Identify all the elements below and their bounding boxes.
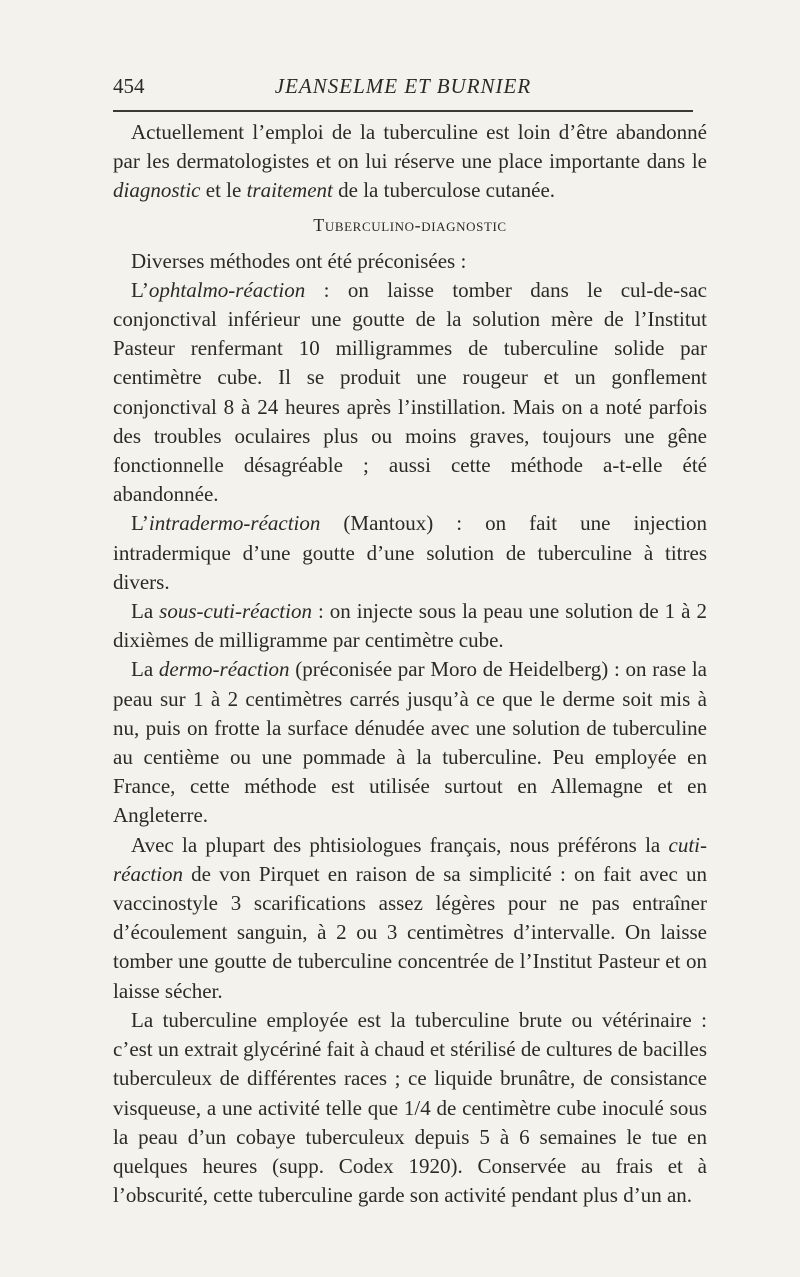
paragraph-text: La tuberculine employée est la tuberculine brute ou vétérinaire : c’est un extrait glycériné fait à chaud et stérilisé de cultures de bacilles tuberculeux de différentes races ; ce liquide brunâtre, de consistance visqueuse, a une activité telle que 1/4 de centimètre cube inoculé sous la peau d’un cobaye tuberculeux depuis 5 à 6 semaines le tue en quelques heures (supp. Codex 1920). Conservée au frais et à l’obscurité, cette tuberculine garde son activité pendant plus d’un an.	[113, 1007, 707, 1208]
italic-term: sous-cuti-réaction	[159, 599, 312, 624]
paragraph-text: La	[131, 657, 159, 682]
paragraph	[113, 509, 707, 597]
paragraph	[113, 831, 707, 1006]
paragraph-text: et le	[200, 178, 247, 203]
paragraph-text: de la tuberculose cutanée.	[332, 178, 556, 203]
running-title: JEANSELME ET BURNIER	[274, 74, 532, 98]
paragraph-text: Avec la plupart des phtisiologues français, nous préférons la	[131, 832, 669, 857]
paragraph-text: La	[131, 599, 160, 624]
paragraph-text: L’	[131, 277, 149, 302]
paragraph	[113, 118, 707, 206]
paragraph-text: (préconisée par Moro de Heidelberg) : on rase la peau sur 1 à 2 centimètres carrés jusqu’à ce que le derme soit mis à nu, puis on frotte la surface dénudée avec une solution de tuberculine au centième ou une pommade à la tuberculine. Peu employée en France, cette méthode est utilisée surtout en Allemagne et en Angleterre.	[113, 657, 707, 828]
italic-term: diagnostic	[113, 178, 201, 203]
italic-term: cuti-réaction	[113, 832, 707, 886]
page-number: 454	[113, 74, 145, 98]
page-header	[113, 74, 693, 104]
page-body	[113, 118, 707, 1210]
paragraph-text: Diverses méthodes ont été préconisées :	[131, 248, 467, 273]
italic-term: intradermo-réaction	[148, 511, 321, 536]
paragraph	[113, 597, 707, 655]
paragraph-text: : on injecte sous la peau une solution de 1 à 2 dixièmes de milligramme par centimètre cube.	[113, 599, 707, 653]
paragraph	[113, 1006, 707, 1210]
header-rule	[113, 110, 693, 112]
section-title: Tuberculino-diagnostic	[313, 214, 507, 235]
paragraph-text: L’	[131, 511, 149, 536]
paragraph-text: de von Pirquet en raison de sa simplicité : on fait avec un vaccinostyle 3 scarifications assez légères pour ne pas entraîner d’écoulement sanguin, à 2 ou 3 centimètres d’intervalle. On laisse tomber une goutte de tuberculine concentrée de l’Institut Pasteur et on laisse sécher.	[113, 861, 707, 1003]
italic-term: dermo-réaction	[158, 657, 290, 682]
italic-term: ophtalmo-réaction	[148, 277, 306, 302]
italic-term: traitement	[246, 178, 333, 203]
paragraph-text: Actuellement l’emploi de la tuberculine est loin d’être abandonné par les dermatologistes et on lui réserve une place importante dans le	[113, 120, 707, 174]
paragraph-text: (Mantoux) : on fait une injection intradermique d’une goutte d’une solution de tuberculine à titres divers.	[113, 511, 707, 594]
paragraph	[113, 655, 707, 830]
paragraph	[113, 276, 707, 510]
paragraph	[113, 247, 707, 276]
paragraph-text: : on laisse tomber dans le cul-de-sac conjonctival inférieur une goutte de la solution mère de l’Institut Pasteur renfermant 10 milligrammes de tuberculine solide par centimètre cube. Il se produit une rougeur et un gonflement conjonctival 8 à 24 heures après l’instillation. Mais on a noté parfois des troubles oculaires plus ou moins graves, toujours une gêne fonctionnelle désagréable ; aussi cette méthode a-t-elle été abandonnée.	[113, 277, 707, 507]
